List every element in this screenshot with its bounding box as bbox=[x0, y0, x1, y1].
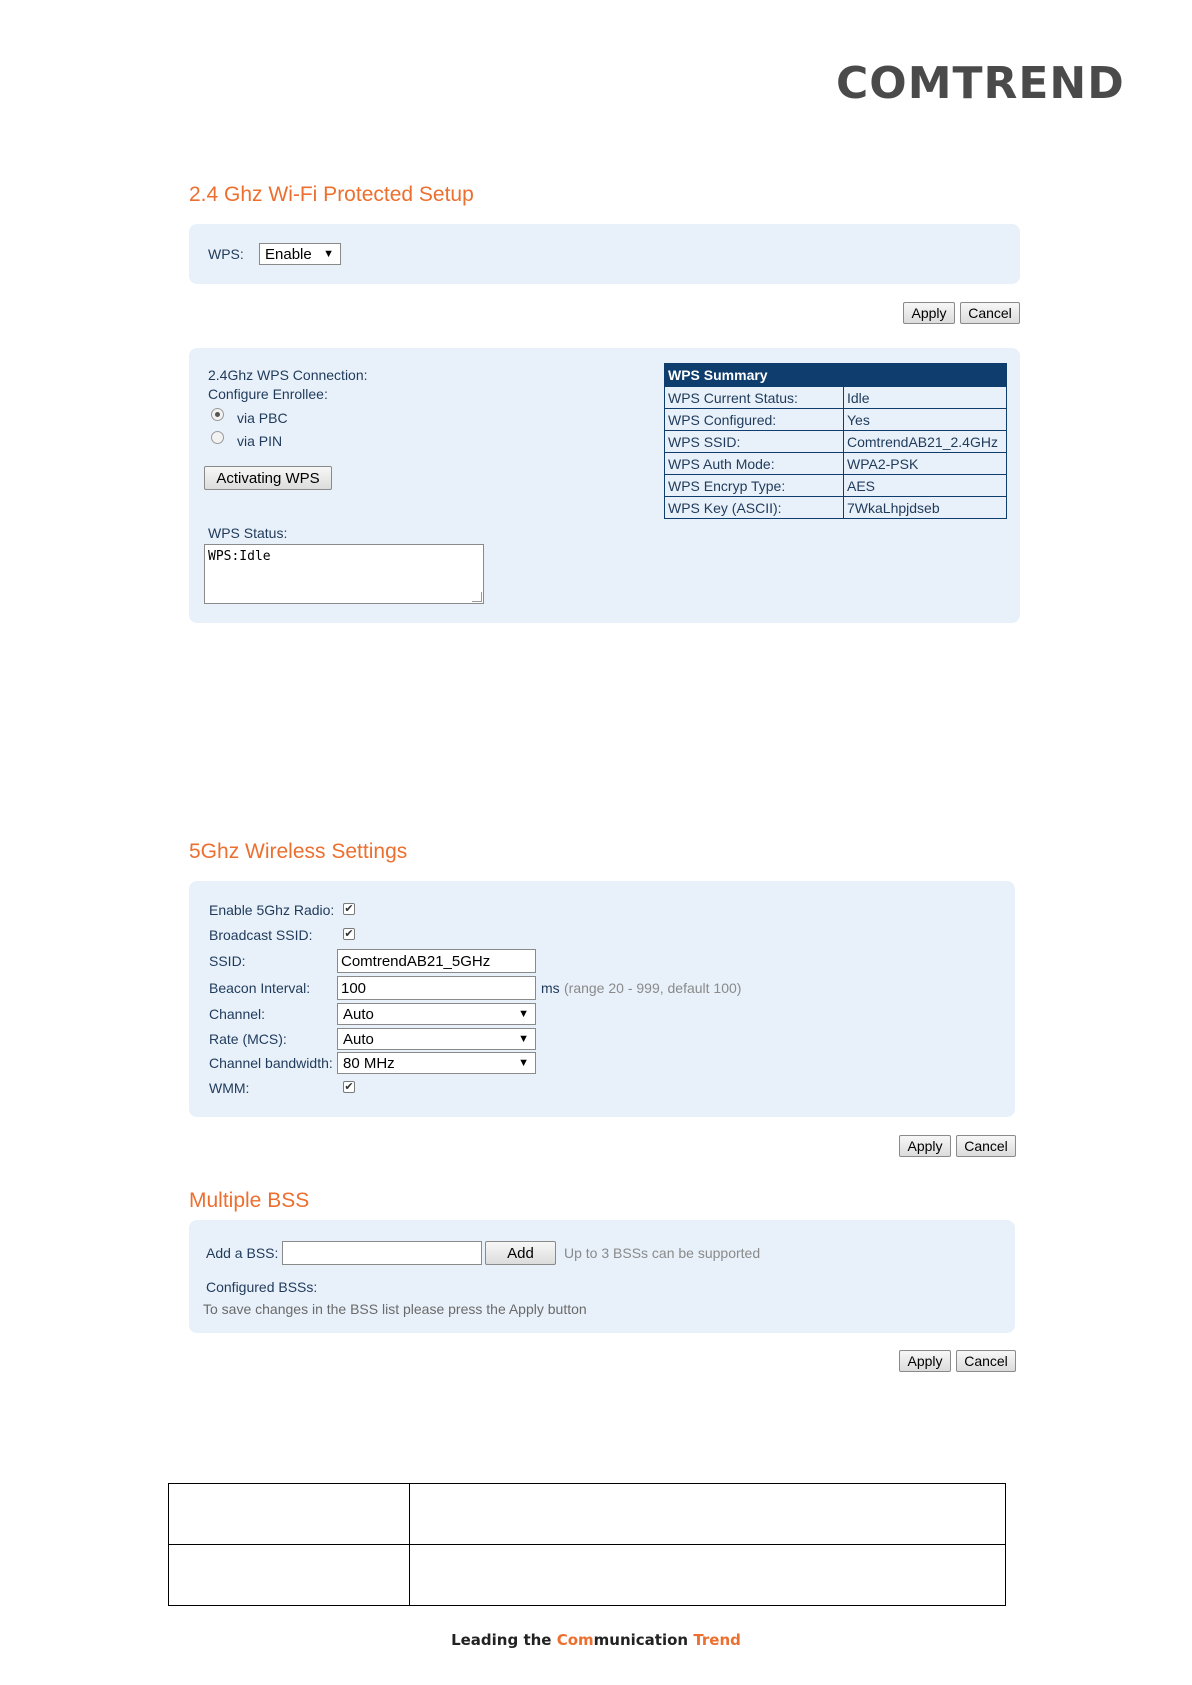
bss-note: To save changes in the BSS list please press the Apply button bbox=[203, 1301, 587, 1317]
channel-select-value: Auto bbox=[343, 1005, 374, 1023]
wps-status-text: WPS:Idle bbox=[208, 549, 271, 564]
mbss-section-title: Multiple BSS bbox=[189, 1189, 310, 1212]
summary-value: AES bbox=[844, 475, 1007, 497]
summary-label: WPS SSID: bbox=[665, 431, 844, 453]
configured-bss-label: Configured BSSs: bbox=[206, 1279, 318, 1295]
summary-label: WPS Configured: bbox=[665, 409, 844, 431]
add-bss-hint: Up to 3 BSSs can be supported bbox=[564, 1245, 761, 1261]
add-bss-button[interactable]: Add bbox=[485, 1241, 556, 1265]
ssid-label: SSID: bbox=[209, 953, 246, 969]
wireless5-apply-button[interactable]: Apply bbox=[899, 1135, 951, 1157]
table-row bbox=[665, 475, 1007, 497]
footer-part-2: Com bbox=[556, 1631, 594, 1649]
summary-label: WPS Key (ASCII): bbox=[665, 497, 844, 519]
wps-label: WPS: bbox=[208, 246, 244, 262]
table-row bbox=[665, 409, 1007, 431]
bandwidth-select-value: 80 MHz bbox=[343, 1054, 395, 1072]
table-row bbox=[665, 387, 1007, 409]
table-row bbox=[665, 497, 1007, 519]
table-row bbox=[169, 1545, 1006, 1606]
wireless5-cancel-button[interactable]: Cancel bbox=[956, 1135, 1016, 1157]
add-bss-label: Add a BSS: bbox=[206, 1245, 279, 1261]
via-pbc-label: via PBC bbox=[237, 410, 288, 426]
radio-via-pbc[interactable] bbox=[211, 408, 224, 421]
wmm-label: WMM: bbox=[209, 1080, 250, 1096]
activating-wps-button[interactable]: Activating WPS bbox=[204, 466, 332, 490]
via-pin-label: via PIN bbox=[237, 433, 283, 449]
summary-value: Yes bbox=[844, 409, 1007, 431]
chevron-down-icon: ▼ bbox=[518, 1033, 529, 1045]
rate-select[interactable] bbox=[337, 1028, 536, 1050]
summary-value: Idle bbox=[844, 387, 1007, 409]
wps-status-label: WPS Status: bbox=[208, 525, 288, 541]
wps-cancel-button[interactable]: Cancel bbox=[960, 302, 1020, 324]
summary-value: ComtrendAB21_2.4GHz bbox=[844, 431, 1007, 453]
table-cell bbox=[410, 1545, 1006, 1606]
bandwidth-label: Channel bandwidth: bbox=[209, 1055, 333, 1071]
comtrend-logo: COMTREND bbox=[836, 58, 1125, 109]
footer-tagline bbox=[0, 1631, 1192, 1649]
beacon-interval-input[interactable]: 100 bbox=[337, 976, 536, 1000]
chevron-down-icon: ▼ bbox=[518, 1057, 529, 1069]
table-cell bbox=[169, 1484, 410, 1545]
radio-via-pin[interactable] bbox=[211, 431, 224, 444]
wps-select-value: Enable bbox=[265, 245, 312, 263]
mbss-cancel-button[interactable]: Cancel bbox=[956, 1350, 1016, 1372]
summary-label: WPS Current Status: bbox=[665, 387, 844, 409]
table-row bbox=[665, 453, 1007, 475]
chevron-down-icon: ▼ bbox=[323, 248, 334, 260]
table-row bbox=[665, 431, 1007, 453]
table-row bbox=[169, 1484, 1006, 1545]
configure-enrollee-label: Configure Enrollee: bbox=[208, 386, 328, 402]
broadcast-ssid-label: Broadcast SSID: bbox=[209, 927, 313, 943]
rate-label: Rate (MCS): bbox=[209, 1031, 287, 1047]
wps-apply-button[interactable]: Apply bbox=[903, 302, 955, 324]
wmm-checkbox[interactable]: ✔ bbox=[344, 1081, 354, 1093]
wps-summary-table bbox=[664, 363, 1007, 519]
wireless5-section-title: 5Ghz Wireless Settings bbox=[189, 840, 408, 863]
table-cell bbox=[169, 1545, 410, 1606]
resize-grip-icon[interactable] bbox=[472, 592, 482, 602]
ssid-input[interactable]: ComtrendAB21_5GHz bbox=[337, 949, 536, 973]
summary-value: 7WkaLhpjdseb bbox=[844, 497, 1007, 519]
summary-value: WPA2-PSK bbox=[844, 453, 1007, 475]
beacon-interval-label: Beacon Interval: bbox=[209, 980, 311, 996]
rate-select-value: Auto bbox=[343, 1030, 374, 1048]
document-table bbox=[168, 1483, 1006, 1606]
footer-part-3: munication bbox=[593, 1631, 694, 1649]
footer-part-1: Leading the bbox=[451, 1631, 557, 1649]
wps-section-title: 2.4 Ghz Wi-Fi Protected Setup bbox=[189, 183, 474, 206]
wps-status-textarea[interactable] bbox=[204, 544, 484, 604]
summary-label: WPS Auth Mode: bbox=[665, 453, 844, 475]
wps-connection-heading: 2.4Ghz WPS Connection: bbox=[208, 367, 368, 383]
table-cell bbox=[410, 1484, 1006, 1545]
channel-label: Channel: bbox=[209, 1006, 266, 1022]
channel-select[interactable] bbox=[337, 1003, 536, 1025]
add-bss-input[interactable] bbox=[282, 1241, 482, 1265]
footer-part-4: Trend bbox=[693, 1631, 741, 1649]
wps-select[interactable] bbox=[259, 243, 341, 265]
mbss-apply-button[interactable]: Apply bbox=[899, 1350, 951, 1372]
enable-5ghz-checkbox[interactable]: ✔ bbox=[344, 903, 354, 915]
beacon-unit: ms bbox=[541, 980, 560, 996]
bandwidth-select[interactable] bbox=[337, 1052, 536, 1074]
wps-summary-header: WPS Summary bbox=[665, 364, 1007, 387]
beacon-hint: (range 20 - 999, default 100) bbox=[564, 980, 742, 996]
chevron-down-icon: ▼ bbox=[518, 1008, 529, 1020]
broadcast-ssid-checkbox[interactable]: ✔ bbox=[344, 928, 354, 940]
enable-5ghz-label: Enable 5Ghz Radio: bbox=[209, 902, 335, 918]
summary-label: WPS Encryp Type: bbox=[665, 475, 844, 497]
